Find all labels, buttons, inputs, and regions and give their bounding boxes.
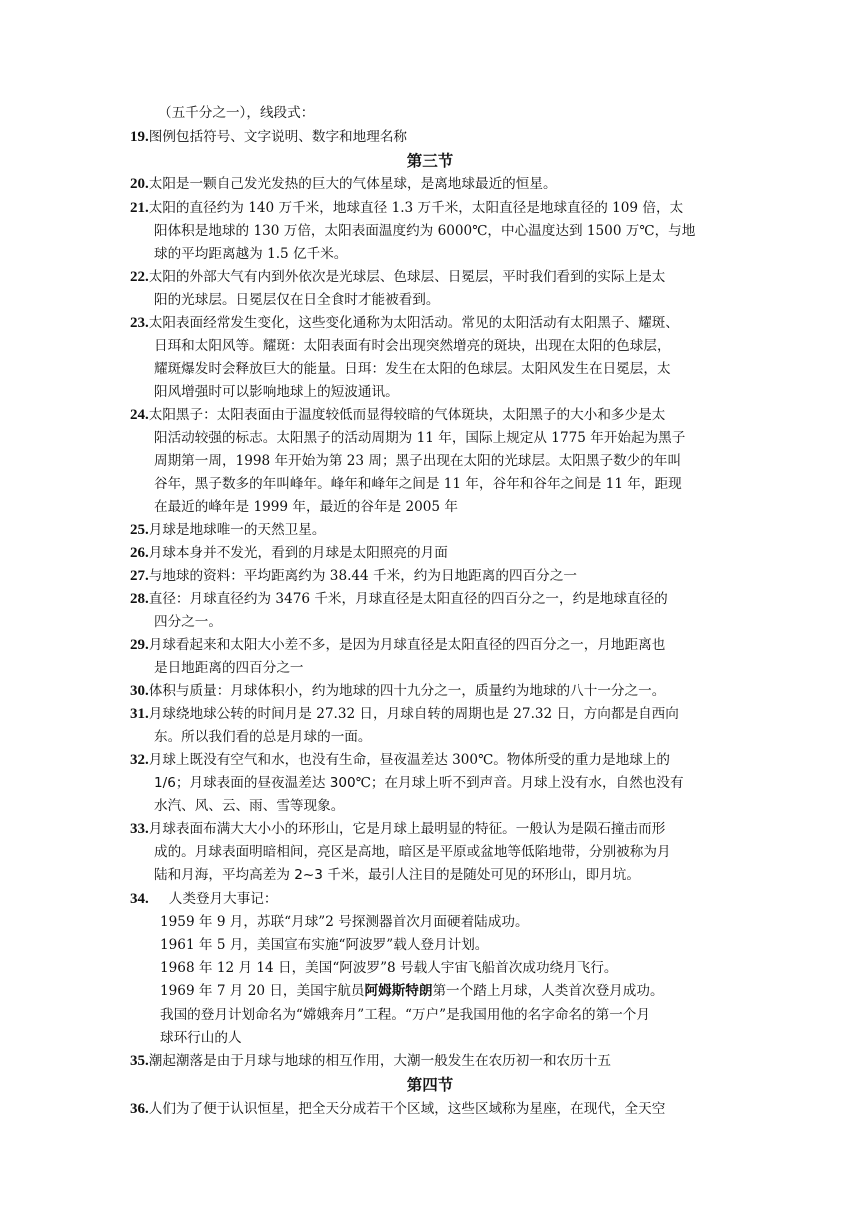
moon-landing-event: [160, 981, 664, 1001]
list-item-33-line-2: 成的。月球表面明暗相间，亮区是高地，暗区是平原或盆地等低陷地带，分别被称为月: [154, 844, 671, 860]
text-segment: 陆和月海，平均高差为: [154, 867, 295, 883]
item-number: 25.: [130, 522, 149, 538]
item-text: 图例包括符号、文字说明、数字和地理名称: [148, 129, 408, 145]
item-text: 月球是地球唯一的天然卫星。: [148, 522, 326, 538]
item-number: 35.: [130, 1053, 149, 1069]
text-segment: 第一个踏上月球，人类首次登月成功。: [432, 983, 664, 999]
list-item-21-line-2: 阳体积是地球的 130 万倍，太阳表面温度约为 6000℃，中心温度达到 1500 万℃，与地: [154, 223, 696, 239]
list-item-19: [130, 127, 407, 147]
list-item-35: [130, 1051, 611, 1071]
moon-landing-event: 1961 年 5 月，美国宣布实施“阿波罗”载人登月计划。: [160, 937, 489, 953]
list-item-25: [130, 520, 325, 540]
item-text: 太阳表面经常发生变化，这些变化通称为太阳活动。常见的太阳活动有太阳黑子、耀斑、: [148, 315, 679, 331]
item-number: 31.: [130, 706, 149, 722]
list-item-22-line-2: 阳的光球层。日冕层仅在日全食时才能被看到。: [154, 292, 440, 308]
item-number: 22.: [130, 269, 149, 285]
moon-landing-event: 1968 年 12 月 14 日，美国“阿波罗”8 号载人宇宙飞船首次成功绕月飞行。: [160, 960, 618, 976]
item-text: 月球本身并不发光，看到的月球是太阳照亮的月面: [148, 545, 448, 561]
list-item-24-line-3: 周期第一周，1998 年开始为第 23 周；黑子出现在太阳的光球层。太阳黑子数少的年叫: [154, 453, 682, 469]
list-item-28: [130, 589, 668, 609]
list-item-24-line-4: 谷年，黑子数多的年叫峰年。峰年和峰年之间是 11 年，谷年和谷年之间是 11 年，距现: [154, 476, 682, 492]
list-item-31: [130, 704, 679, 724]
list-item-20: [130, 174, 557, 194]
item-text: 直径：月球直径约为 3476 千米，月球直径是太阳直径的四百分之一，约是地球直径的: [148, 591, 668, 607]
text-segment: 1969 年 7 月 20 日，美国宇航员: [160, 983, 365, 999]
item-text: 月球绕地球公转的时间月是 27.32 日，月球自转的周期也是 27.32 日，方向都是自西向: [148, 706, 679, 722]
item-text: 月球表面布满大大小小的环形山，它是月球上最明显的特征。一般认为是陨石撞击而形: [148, 821, 666, 837]
list-item-30: [130, 681, 665, 701]
list-item-31-line-2: 东。所以我们看的总是月球的一面。: [154, 729, 372, 745]
item-text: 太阳是一颗自己发光发热的巨大的气体星球，是离地球最近的恒星。: [148, 176, 557, 192]
list-item-33: [130, 819, 665, 839]
moon-landing-event: 1959 年 9 月，苏联“月球”2 号探测器首次月面硬着陆成功。: [160, 914, 529, 930]
item-text: 人类登月大事记：: [168, 891, 278, 907]
item-number: 20.: [130, 176, 149, 192]
list-item-29-line-2: 是日地距离的四百分之一: [154, 660, 304, 676]
list-item-32-line-2: [154, 773, 684, 793]
list-item-33-line-3: [154, 865, 640, 885]
temperature-value: 300: [329, 775, 356, 791]
item-text: 太阳黑子：太阳表面由于温度较低而显得较暗的气体斑块，太阳黑子的大小和多少是太: [148, 407, 666, 423]
item-number: 32.: [130, 752, 149, 768]
list-item-23: [130, 313, 679, 333]
item-number: 23.: [130, 315, 149, 331]
list-item-21-line-3: 球的平均距离越为 1.5 亿千米。: [154, 246, 348, 262]
item-number: 29.: [130, 637, 149, 653]
list-item-24: [130, 405, 665, 425]
list-item-28-line-2: 四分之一。: [154, 614, 222, 630]
item-text: 潮起潮落是由于月球与地球的相互作用，大潮一般发生在农历初一和农历十五: [148, 1053, 611, 1069]
list-item-22: [130, 267, 665, 287]
list-item-32-line-3: 水汽、风、云、雨、雪等现象。: [154, 798, 345, 814]
section-heading-3: 第三节: [406, 151, 454, 170]
list-item-23-line-2: 日珥和太阳风等。耀斑：太阳表面有时会出现突然增亮的斑块，出现在太阳的色球层，: [154, 338, 671, 354]
item-text: 体积与质量：月球体积小，约为地球的四十九分之一，质量约为地球的八十一分之一。: [148, 683, 666, 699]
item-number: 27.: [130, 568, 149, 584]
moon-landing-event-line-2: 球环行山的人: [160, 1030, 242, 1046]
list-item-24-line-5: 在最近的峰年是 1999 年，最近的谷年是 2005 年: [154, 499, 458, 515]
item-number: 34.: [130, 891, 149, 907]
item-number: 36.: [130, 1101, 149, 1117]
list-item-continuation: （五千分之一），线段式：: [158, 105, 315, 121]
section-heading-4: 第四节: [406, 1075, 454, 1094]
text-segment: ℃；在月球上听不到声音。月球上没有水，自然也没有: [355, 775, 684, 791]
item-text: 与地球的资料：平均距离约为 38.44 千米，约为日地距离的四百分之一: [148, 568, 577, 584]
moon-landing-event: 我国的登月计划命名为“嫦娥奔月”工程。“万户”是我国用他的名字命名的第一个月: [160, 1007, 650, 1023]
fraction-value: 1/6: [154, 775, 176, 791]
list-item-29: [130, 635, 665, 655]
list-item-34: [130, 889, 278, 909]
item-text: 月球上既没有空气和水，也没有生命，昼夜温差达 300℃。物体所受的重力是地球上的: [148, 752, 671, 768]
item-number: 19.: [130, 129, 149, 145]
item-text: 人们为了便于认识恒星，把全天分成若干个区域，这些区域称为星座，在现代，全天空: [148, 1101, 666, 1117]
item-number: 21.: [130, 200, 149, 216]
item-number: 26.: [130, 545, 149, 561]
item-number: 33.: [130, 821, 149, 837]
item-text: 太阳的直径约为 140 万千米，地球直径 1.3 万千米，太阳直径是地球直径的 109 倍，太: [148, 200, 684, 216]
height-range-value: 2~3: [294, 867, 323, 883]
list-item-21: [130, 198, 683, 218]
text-segment: ；月球表面的昼夜温差达: [175, 775, 330, 791]
item-text: 月球看起来和太阳大小差不多，是因为月球直径是太阳直径的四百分之一，月地距离也: [148, 637, 666, 653]
list-item-23-line-4: 阳风增强时可以影响地球上的短波通讯。: [154, 384, 399, 400]
item-number: 28.: [130, 591, 149, 607]
item-number: 24.: [130, 407, 149, 423]
text-segment: 千米，最引人注目的是随处可见的环形山，即月坑。: [322, 867, 640, 883]
list-item-32: [130, 750, 670, 770]
item-number: 30.: [130, 683, 149, 699]
list-item-26: [130, 543, 448, 563]
astronaut-name: 阿姆斯特朗: [364, 983, 433, 999]
list-item-27: [130, 566, 577, 586]
list-item-24-line-2: 阳活动较强的标志。太阳黑子的活动周期为 11 年，国际上规定从 1775 年开始起为黑子: [154, 430, 686, 446]
list-item-23-line-3: 耀斑爆发时会释放巨大的能量。日珥：发生在太阳的色球层。太阳风发生在日冕层，太: [154, 361, 671, 377]
list-item-36: [130, 1099, 665, 1119]
item-text: 太阳的外部大气有内到外依次是光球层、色球层、日冕层，平时我们看到的实际上是太: [148, 269, 666, 285]
